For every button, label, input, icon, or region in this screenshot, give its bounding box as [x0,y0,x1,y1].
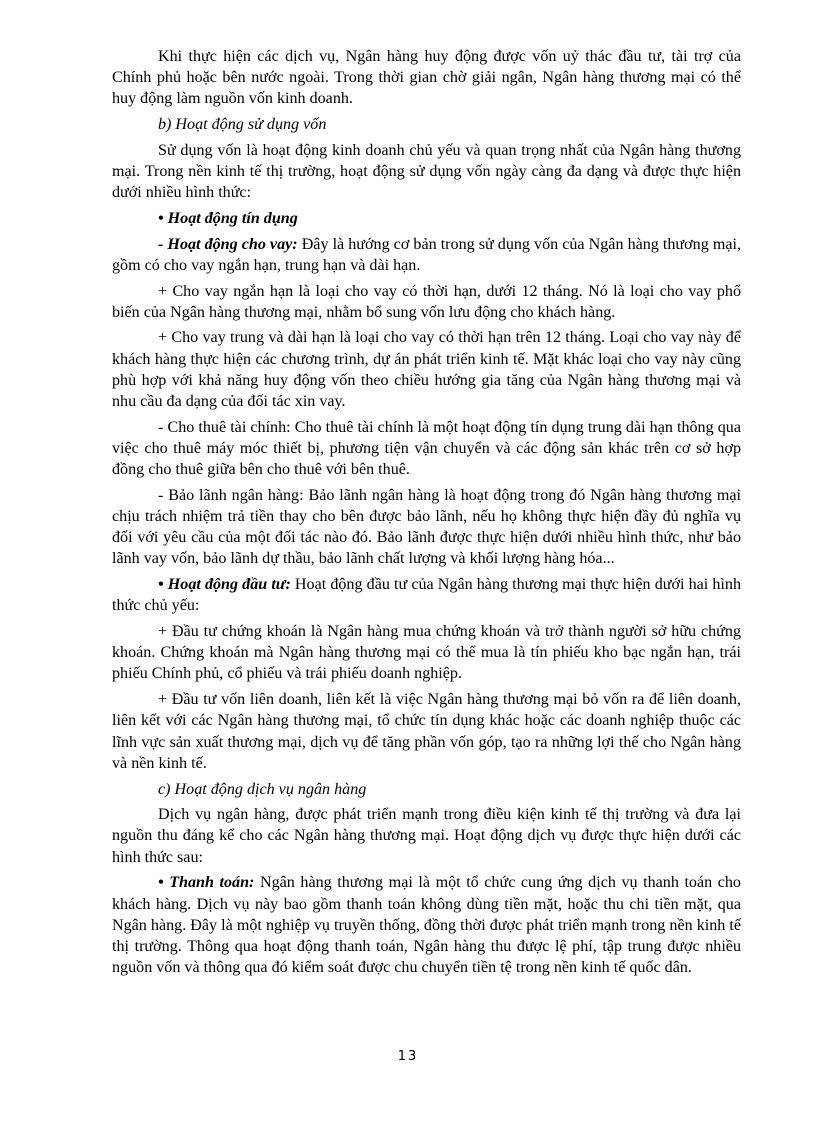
lending-label: - Hoạt động cho vay: [158,235,298,253]
document-page [112,46,741,983]
payment-text: Ngân hàng thương mại là một tổ chức cung ứng dịch vụ thanh toán cho khách hàng. Dịch vụ này bao gồm thanh toán không dùng tiền mặt, hoặc thu chi tiền mặt, qua Ngân hàng. Đây là một nghiệp vụ truyền thống, đồng thời được phát triển mạnh trong nền kinh tế thị trường. Thông qua hoạt động thanh toán, Ngân hàng thu được lệ phí, tập trung được nhiều nguồn vốn và thông qua đó kiểm soát được chu chuyển tiền tệ trong nền kinh tế quốc dân. [112,874,741,977]
investment-text: Hoạt động đầu tư của Ngân hàng thương mại thực hiện dưới hai hình thức chủ yếu: [112,576,741,615]
paragraph-capital-use: Sử dụng vốn là hoạt động kinh doanh chủ yếu và quan trọng nhất của Ngân hàng thương mại. Trong nền kinh tế thị trường, hoạt động sử dụng vốn ngày càng đa dạng và được thực hiện dưới nhiều hình thức: [112,141,741,202]
heading-capital-use: b) Hoạt động sử dụng vốn [158,116,327,134]
payment-label: • Thanh toán: [158,874,255,892]
paragraph-lending [112,234,741,276]
paragraph-investment [112,574,741,616]
paragraph-joint-venture: + Đầu tư vốn liên doanh, liên kết là việc Ngân hàng thương mại bỏ vốn ra để liên doanh, liên kết với các Ngân hàng thương mại, tổ chức tín dụng khác hoặc các doanh nghiệp thuộc các lĩnh vực sản xuất thương mại, dịch vụ để tăng phần vốn góp, tạo ra những lợi thế cho Ngân hàng và nền kinh tế. [112,691,741,772]
heading-banking-services: c) Hoạt động dịch vụ ngân hàng [158,780,367,798]
paragraph-short-term-loan: + Cho vay ngắn hạn là loại cho vay có thời hạn, dưới 12 tháng. Nó là loại cho vay phổ biến của Ngân hàng thương mại, nhằm bổ sung vốn lưu động cho khách hàng. [112,282,741,321]
paragraph-securities-investment: + Đầu tư chứng khoán là Ngân hàng mua chứng khoán và trở thành người sở hữu chứng khoán. Chứng khoán mà Ngân hàng thương mại có thể mua là tín phiếu kho bạc ngắn hạn, trái phiếu Chính phủ, cổ phiếu và trái phiếu doanh nghiệp. [112,623,741,683]
paragraph-bank-guarantee: - Bảo lãnh ngân hàng: Bảo lãnh ngân hàng là hoạt động trong đó Ngân hàng thương mại chịu trách nhiệm trả tiền thay cho bên được bảo lãnh, nếu họ không thực hiện đầy đủ nghĩa vụ đối với yêu cầu của một đối tác nào đó. Bảo lãnh được thực hiện dưới nhiều hình thức, như bảo lãnh vay vốn, bảo lãnh dự thầu, bảo lãnh chất lượng và khối lượng hàng hóa... [112,486,741,568]
page-number: 13 [397,1049,419,1064]
investment-label: • Hoạt động đầu tư: [158,576,291,594]
paragraph-intro: Khi thực hiện các dịch vụ, Ngân hàng huy động được vốn uỷ thác đầu tư, tài trợ của Chính phủ hoặc bên nước ngoài. Trong thời gian chờ giải ngân, Ngân hàng thương mại có thể huy động làm nguồn vốn kinh doanh. [112,48,741,108]
paragraph-financial-leasing: - Cho thuê tài chính: Cho thuê tài chính là một hoạt động tín dụng trung dài hạn thông qua việc cho thuê máy móc thiết bị, phương tiện vận chuyển và các động sản khác trên cơ sở hợp đồng cho thuê giữa bên cho thuê với bên thuê. [112,418,741,479]
paragraph-banking-services: Dịch vụ ngân hàng, được phát triển mạnh trong điều kiện kinh tế thị trường và đưa lại nguồn thu đáng kể cho các Ngân hàng thương mại. Hoạt động dịch vụ được thực hiện dưới các hình thức sau: [112,806,741,866]
heading-credit-activity: • Hoạt động tín dụng [158,209,298,227]
lending-text: Đây là hướng cơ bản trong sử dụng vốn của Ngân hàng thương mại, gồm có cho vay ngắn hạn, trung hạn và dài hạn. [112,235,741,274]
paragraph-long-term-loan: + Cho vay trung và dài hạn là loại cho vay có thời hạn trên 12 tháng. Loại cho vay này để khách hàng thực hiện các chương trình, dự án phát triển kinh tế. Mặt khác loại cho vay này cũng phù hợp với khả năng huy động vốn theo chiều hướng gia tăng của Ngân hàng thương mại và nhu cầu đa dạng của đối tác xin vay. [112,329,741,411]
paragraph-payment [112,872,741,978]
